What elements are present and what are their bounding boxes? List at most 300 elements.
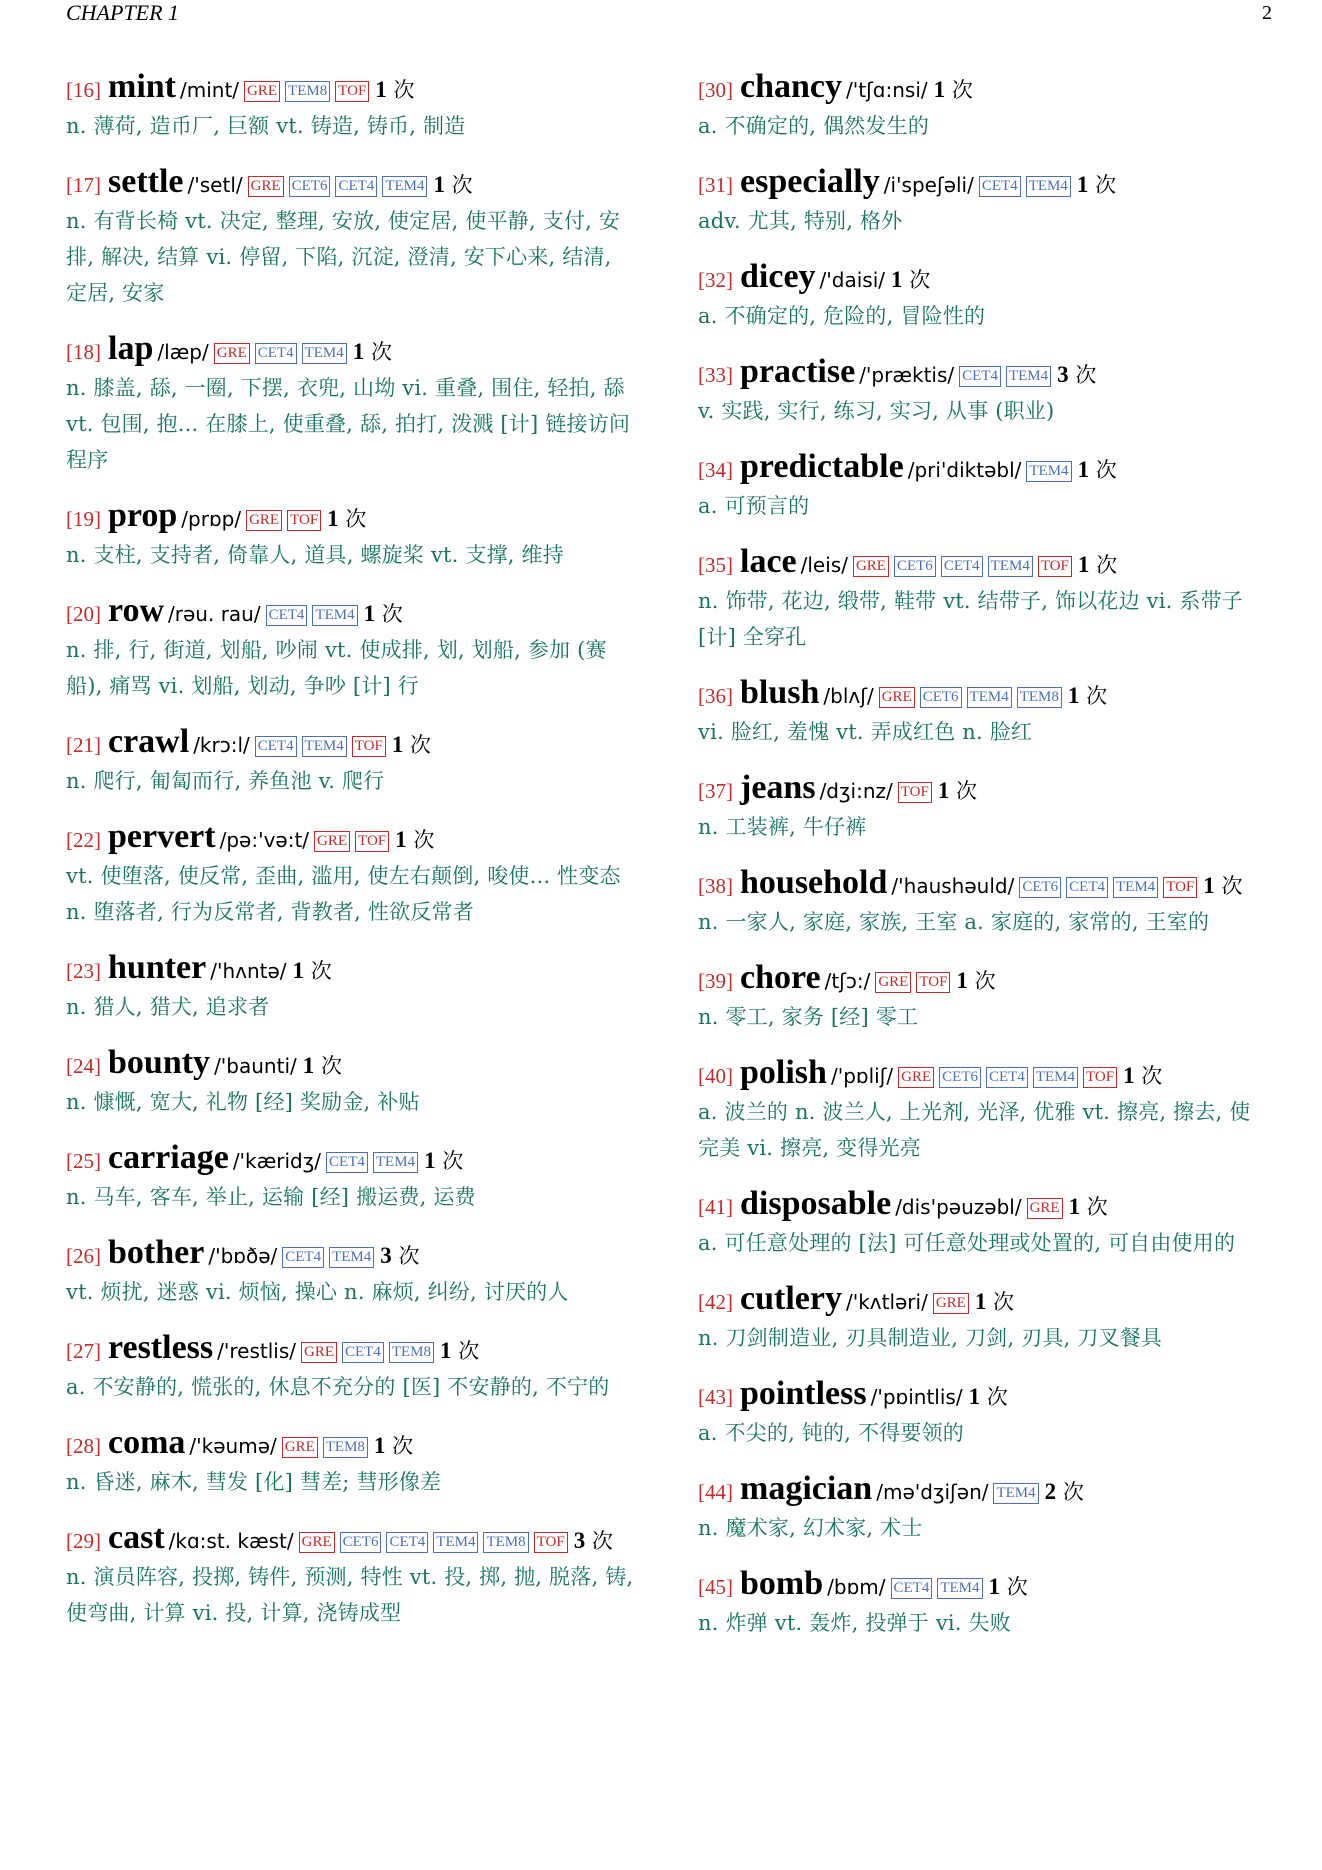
headword: jeans — [740, 769, 816, 806]
exam-tag: TOF — [335, 81, 369, 102]
vocab-entry — [698, 1056, 1268, 1166]
exam-tag: TOF — [898, 782, 932, 803]
entry-headline — [66, 951, 636, 989]
vocab-entry — [698, 1377, 1268, 1451]
count-unit: 次 — [392, 1434, 414, 1458]
occurrence-count — [380, 1244, 419, 1268]
entry-index: [29] — [66, 1529, 101, 1553]
count-unit: 次 — [413, 828, 435, 852]
definition: n. 支柱, 支持者, 倚靠人, 道具, 螺旋桨 vt. 支撑, 维持 — [66, 543, 564, 567]
phonetic: /mint/ — [180, 78, 240, 102]
exam-tag: TEM4 — [1026, 461, 1071, 482]
vocab-entry — [698, 1282, 1268, 1356]
occurrence-count — [1069, 1195, 1108, 1219]
definition: n. 慷慨, 宽大, 礼物 [经] 奖励金, 补贴 — [66, 1090, 420, 1114]
headword: chore — [740, 959, 821, 996]
phonetic: /prɒp/ — [181, 507, 242, 531]
exam-tag: GRE — [933, 1293, 969, 1314]
definition: n. 膝盖, 舔, 一圈, 下摆, 衣兜, 山坳 vi. 重叠, 围住, 轻拍, 舔 vt. 包围, 抱... 在膝上, 使重叠, 舔, 拍打, 泼溅 [计] 链接访问程序 — [66, 376, 631, 472]
count-unit: 次 — [909, 268, 931, 292]
count-unit: 次 — [345, 507, 367, 531]
occurrence-count — [353, 340, 392, 364]
occurrence-count — [1057, 363, 1096, 387]
exam-tag: TEM4 — [312, 605, 357, 626]
exam-tag: TEM4 — [1006, 366, 1051, 387]
definition: vt. 烦扰, 迷惑 vi. 烦恼, 操心 n. 麻烦, 纠纷, 讨厌的人 — [66, 1280, 569, 1304]
phonetic: /tʃɔ:/ — [824, 969, 871, 993]
exam-tag: TEM4 — [988, 556, 1033, 577]
exam-tag: CET4 — [282, 1247, 324, 1268]
entry-index: [41] — [698, 1195, 733, 1219]
headword: settle — [108, 163, 184, 200]
entry-headline — [698, 70, 1268, 108]
definition: n. 魔术家, 幻术家, 术士 — [698, 1516, 923, 1540]
entry-index: [37] — [698, 779, 733, 803]
entry-headline — [66, 165, 636, 203]
entry-headline — [698, 260, 1268, 298]
headword: crawl — [108, 723, 190, 760]
exam-tag: CET4 — [986, 1067, 1028, 1088]
phonetic: /leis/ — [800, 553, 848, 577]
definition: n. 薄荷, 造币厂, 巨额 vt. 铸造, 铸币, 制造 — [66, 114, 466, 138]
entry-index: [32] — [698, 268, 733, 292]
definition: n. 排, 行, 街道, 划船, 吵闹 vt. 使成排, 划, 划船, 参加 (赛船), 痛骂 vi. 划船, 划动, 争吵 [计] 行 — [66, 638, 607, 698]
exam-tag: GRE — [314, 831, 350, 852]
definition: n. 马车, 客车, 举止, 运输 [经] 搬运费, 运费 — [66, 1185, 476, 1209]
exam-tag: TEM4 — [937, 1578, 982, 1599]
exam-tag: TEM4 — [993, 1483, 1038, 1504]
exam-tag: GRE — [244, 81, 280, 102]
phonetic: /dʒi:nz/ — [819, 779, 893, 803]
count-number: 1 — [1068, 1194, 1081, 1219]
count-unit: 次 — [410, 733, 432, 757]
entry-index: [35] — [698, 553, 733, 577]
count-number: 1 — [391, 732, 404, 757]
exam-tag: CET4 — [386, 1532, 428, 1553]
count-number: 1 — [433, 172, 445, 197]
count-number: 1 — [1077, 457, 1090, 482]
entry-index: [34] — [698, 458, 733, 482]
definition: a. 波兰的 n. 波兰人, 上光剂, 光泽, 优雅 vt. 擦亮, 擦去, 使完美 vi. 擦亮, 变得光亮 — [698, 1100, 1251, 1160]
exam-tag: TOF — [1038, 556, 1072, 577]
occurrence-count — [934, 78, 973, 102]
count-number: 1 — [327, 506, 339, 531]
occurrence-count — [374, 1434, 413, 1458]
exam-tag: CET4 — [255, 343, 297, 364]
count-unit: 次 — [951, 78, 973, 102]
count-unit: 次 — [393, 78, 415, 102]
exam-tag: CET4 — [941, 556, 983, 577]
headword: especially — [740, 163, 880, 200]
headword: hunter — [108, 949, 207, 986]
vocab-entry — [66, 1331, 636, 1405]
count-unit: 次 — [1075, 363, 1097, 387]
exam-tag: CET4 — [335, 176, 377, 197]
entry-headline — [66, 1521, 636, 1559]
exam-tag: GRE — [282, 1437, 318, 1458]
entry-index: [40] — [698, 1064, 733, 1088]
exam-tag: TOF — [1163, 877, 1197, 898]
headword: restless — [108, 1329, 214, 1366]
exam-tag: TEM4 — [329, 1247, 374, 1268]
occurrence-count — [989, 1575, 1028, 1599]
exam-tag: TEM4 — [302, 736, 347, 757]
entry-index: [16] — [66, 78, 101, 102]
vocab-entry — [66, 499, 636, 573]
exam-tag: CET4 — [326, 1152, 368, 1173]
phonetic: /bɒm/ — [827, 1575, 886, 1599]
count-unit: 次 — [1141, 1064, 1163, 1088]
headword: practise — [740, 353, 856, 390]
count-number: 3 — [573, 1528, 586, 1553]
exam-tag: TOF — [1083, 1067, 1117, 1088]
count-number: 1 — [1123, 1063, 1135, 1088]
phonetic: /'daisi/ — [819, 268, 886, 292]
definition: n. 工装裤, 牛仔裤 — [698, 815, 867, 839]
exam-tag: TOF — [355, 831, 389, 852]
vocab-entry — [698, 1187, 1268, 1261]
count-number: 1 — [968, 1384, 981, 1409]
vocab-entry — [698, 260, 1268, 334]
exam-tag: CET6 — [920, 687, 962, 708]
count-number: 1 — [891, 267, 903, 292]
entry-headline — [698, 1187, 1268, 1225]
count-number: 1 — [302, 1053, 315, 1078]
occurrence-count — [433, 173, 472, 197]
phonetic: /i'speʃəli/ — [883, 173, 974, 197]
count-unit: 次 — [370, 340, 392, 364]
vocab-entry — [698, 1567, 1268, 1641]
count-unit: 次 — [986, 1385, 1008, 1409]
page-number: 2 — [1262, 2, 1272, 24]
vocab-entry — [66, 1426, 636, 1500]
count-number: 1 — [375, 77, 387, 102]
entry-index: [30] — [698, 78, 733, 102]
exam-tag: CET6 — [1019, 877, 1061, 898]
definition: a. 可任意处理的 [法] 可任意处理或处置的, 可自由使用的 — [698, 1231, 1236, 1255]
entry-headline — [698, 771, 1268, 809]
definition: n. 饰带, 花边, 缎带, 鞋带 vt. 结带子, 饰以花边 vi. 系带子 [计] 全穿孔 — [698, 589, 1244, 649]
entry-headline — [698, 450, 1268, 488]
count-number: 1 — [988, 1574, 1001, 1599]
exam-tag: GRE — [246, 510, 282, 531]
entry-headline — [66, 594, 636, 632]
count-unit: 次 — [956, 779, 978, 803]
occurrence-count — [440, 1339, 479, 1363]
exam-tag: TEM4 — [373, 1152, 418, 1173]
headword: disposable — [740, 1185, 892, 1222]
exam-tag: GRE — [875, 972, 911, 993]
entry-headline — [698, 1056, 1268, 1094]
headword: chancy — [740, 68, 842, 105]
phonetic: /'præktis/ — [859, 363, 955, 387]
count-number: 1 — [1076, 172, 1089, 197]
count-unit: 次 — [974, 969, 996, 993]
exam-tag: CET4 — [342, 1342, 384, 1363]
exam-tag: CET4 — [255, 736, 297, 757]
entry-index: [22] — [66, 828, 101, 852]
phonetic: /mə'dʒiʃən/ — [876, 1480, 989, 1504]
occurrence-count — [364, 602, 403, 626]
count-number: 1 — [933, 77, 946, 102]
headword: polish — [740, 1054, 827, 1091]
definition: n. 有背长椅 vt. 决定, 整理, 安放, 使定居, 使平静, 支付, 安排, 解决, 结算 vi. 停留, 下陷, 沉淀, 澄清, 安下心来, 结清, 定居, 安家 — [66, 209, 621, 305]
definition: v. 实践, 实行, 练习, 实习, 从事 (职业) — [698, 399, 1055, 423]
occurrence-count — [327, 507, 366, 531]
vocab-entry — [66, 165, 636, 311]
count-unit: 次 — [310, 959, 332, 983]
left-column — [66, 70, 636, 1652]
definition: n. 一家人, 家庭, 家族, 王室 a. 家庭的, 家常的, 王室的 — [698, 910, 1210, 934]
entry-headline — [66, 1141, 636, 1179]
entry-headline — [698, 1377, 1268, 1415]
entry-index: [45] — [698, 1575, 733, 1599]
chapter-title: CHAPTER 1 — [66, 0, 180, 25]
entry-index: [39] — [698, 969, 733, 993]
headword: blush — [740, 674, 820, 711]
phonetic: /læp/ — [157, 340, 209, 364]
vocab-entry — [698, 450, 1268, 524]
headword: lap — [108, 330, 154, 367]
occurrence-count — [956, 969, 995, 993]
exam-tag: CET6 — [340, 1532, 382, 1553]
headword: pointless — [740, 1375, 867, 1412]
count-unit: 次 — [1006, 1575, 1028, 1599]
vocab-entry — [698, 866, 1268, 940]
headword: bother — [108, 1234, 205, 1271]
definition: a. 可预言的 — [698, 494, 810, 518]
phonetic: /'tʃɑ:nsi/ — [846, 78, 928, 102]
phonetic: /'bɒðə/ — [208, 1244, 278, 1268]
exam-tag: TEM8 — [389, 1342, 434, 1363]
headword: dicey — [740, 258, 816, 295]
entry-index: [43] — [698, 1385, 733, 1409]
occurrence-count — [1077, 173, 1116, 197]
exam-tag: CET4 — [266, 605, 308, 626]
headword: predictable — [740, 448, 904, 485]
definition: a. 不确定的, 危险的, 冒险性的 — [698, 304, 986, 328]
definition: a. 不安静的, 慌张的, 休息不充分的 [医] 不安静的, 不宁的 — [66, 1375, 610, 1399]
exam-tag: CET4 — [891, 1578, 933, 1599]
exam-tag: CET6 — [894, 556, 936, 577]
exam-tag: TEM8 — [1017, 687, 1062, 708]
entry-index: [28] — [66, 1434, 101, 1458]
count-unit: 次 — [398, 1244, 420, 1268]
occurrence-count — [969, 1385, 1008, 1409]
occurrence-count — [938, 779, 977, 803]
vocab-entry — [698, 1472, 1268, 1546]
phonetic: /'pɒliʃ/ — [830, 1064, 894, 1088]
vocab-entry — [66, 1521, 636, 1631]
entry-index: [20] — [66, 602, 101, 626]
exam-tag: TEM4 — [1113, 877, 1158, 898]
count-number: 1 — [424, 1148, 436, 1173]
exam-tag: TEM4 — [1026, 176, 1071, 197]
count-number: 3 — [380, 1243, 392, 1268]
vocab-entry — [698, 771, 1268, 845]
entry-headline — [66, 1236, 636, 1274]
exam-tag: GRE — [214, 343, 250, 364]
count-unit: 次 — [1086, 684, 1108, 708]
count-number: 1 — [395, 827, 407, 852]
phonetic: /'haushəuld/ — [891, 874, 1015, 898]
definition: a. 不确定的, 偶然发生的 — [698, 114, 930, 138]
count-number: 1 — [974, 1289, 987, 1314]
count-number: 1 — [1067, 683, 1080, 708]
phonetic: /'restlis/ — [217, 1339, 296, 1363]
definition: n. 演员阵容, 投掷, 铸件, 预测, 特性 vt. 投, 掷, 抛, 脱落, 铸, 使弯曲, 计算 vi. 投, 计算, 浇铸成型 — [66, 1565, 634, 1625]
vocab-entry — [66, 951, 636, 1025]
occurrence-count — [1068, 684, 1107, 708]
exam-tag: TEM4 — [302, 343, 347, 364]
exam-tag: TOF — [287, 510, 321, 531]
entry-index: [25] — [66, 1149, 101, 1173]
headword: cutlery — [740, 1280, 842, 1317]
entry-index: [31] — [698, 173, 733, 197]
exam-tag: CET6 — [289, 176, 331, 197]
exam-tag: TOF — [534, 1532, 568, 1553]
count-unit: 次 — [1095, 173, 1117, 197]
occurrence-count — [1078, 458, 1117, 482]
entry-index: [19] — [66, 507, 101, 531]
phonetic: /pri'diktəbl/ — [907, 458, 1022, 482]
exam-tag: GRE — [248, 176, 284, 197]
vocab-entry — [698, 961, 1268, 1035]
exam-tag: TOF — [916, 972, 950, 993]
headword: coma — [108, 1424, 186, 1461]
exam-tag: CET4 — [1066, 877, 1108, 898]
occurrence-count — [1045, 1480, 1084, 1504]
entry-index: [38] — [698, 874, 733, 898]
exam-tag: TEM8 — [483, 1532, 528, 1553]
count-number: 1 — [956, 968, 968, 993]
occurrence-count — [375, 78, 414, 102]
occurrence-count — [975, 1290, 1014, 1314]
definition: n. 昏迷, 麻木, 彗发 [化] 彗差; 彗形像差 — [66, 1470, 442, 1494]
entry-headline — [698, 545, 1268, 583]
vocab-entry — [66, 820, 636, 930]
entry-index: [42] — [698, 1290, 733, 1314]
phonetic: /rəu. rau/ — [168, 602, 261, 626]
exam-tag: CET4 — [979, 176, 1021, 197]
page-header — [66, 0, 1272, 30]
definition: adv. 尤其, 特别, 格外 — [698, 209, 903, 233]
vocab-entry — [66, 70, 636, 144]
count-number: 1 — [1077, 552, 1090, 577]
count-number: 1 — [373, 1433, 386, 1458]
entry-headline — [66, 1426, 636, 1464]
count-unit: 次 — [1095, 458, 1117, 482]
entry-headline — [698, 866, 1268, 904]
entry-headline — [698, 961, 1268, 999]
entry-headline — [66, 1046, 636, 1084]
headword: bounty — [108, 1044, 211, 1081]
entry-headline — [66, 70, 636, 108]
exam-tag: GRE — [879, 687, 915, 708]
definition: n. 零工, 家务 [经] 零工 — [698, 1005, 919, 1029]
phonetic: /'kæridʒ/ — [232, 1149, 322, 1173]
count-unit: 次 — [1221, 874, 1243, 898]
vocab-entry — [66, 594, 636, 704]
count-number: 1 — [363, 601, 376, 626]
phonetic: /pə:'və:t/ — [219, 828, 310, 852]
count-number: 3 — [1057, 362, 1069, 387]
entry-index: [18] — [66, 340, 101, 364]
vocab-entry — [66, 725, 636, 799]
vocab-entry — [698, 355, 1268, 429]
phonetic: /krɔ:l/ — [193, 733, 250, 757]
vocab-entry — [66, 1141, 636, 1215]
exam-tag: TOF — [352, 736, 386, 757]
vocab-entry — [698, 676, 1268, 750]
headword: pervert — [108, 818, 216, 855]
entry-headline — [698, 1282, 1268, 1320]
exam-tag: TEM8 — [285, 81, 330, 102]
definition: n. 爬行, 匍匐而行, 养鱼池 v. 爬行 — [66, 769, 385, 793]
phonetic: /blʌʃ/ — [823, 684, 874, 708]
headword: row — [108, 592, 165, 629]
exam-tag: CET4 — [959, 366, 1001, 387]
count-unit: 次 — [993, 1290, 1015, 1314]
headword: cast — [108, 1519, 165, 1556]
entry-headline — [698, 676, 1268, 714]
count-unit: 次 — [381, 602, 403, 626]
definition: n. 炸弹 vt. 轰炸, 投弹于 vi. 失败 — [698, 1611, 1011, 1635]
entry-headline — [66, 1331, 636, 1369]
definition: n. 猎人, 猎犬, 追求者 — [66, 995, 270, 1019]
occurrence-count — [1123, 1064, 1162, 1088]
occurrence-count — [303, 1054, 342, 1078]
entry-index: [23] — [66, 959, 101, 983]
entry-index: [26] — [66, 1244, 101, 1268]
entry-index: [44] — [698, 1480, 733, 1504]
count-number: 1 — [352, 339, 365, 364]
count-number: 1 — [292, 958, 305, 983]
definition: vi. 脸红, 羞愧 vt. 弄成红色 n. 脸红 — [698, 720, 1033, 744]
occurrence-count — [1203, 874, 1242, 898]
occurrence-count — [891, 268, 930, 292]
entry-index: [24] — [66, 1054, 101, 1078]
count-unit: 次 — [591, 1529, 613, 1553]
exam-tag: TEM4 — [1033, 1067, 1078, 1088]
phonetic: /dis'pəuzəbl/ — [895, 1195, 1022, 1219]
entry-headline — [698, 165, 1268, 203]
headword: bomb — [740, 1565, 824, 1602]
count-unit: 次 — [442, 1149, 464, 1173]
count-unit: 次 — [1062, 1480, 1084, 1504]
count-unit: 次 — [451, 173, 473, 197]
entry-index: [36] — [698, 684, 733, 708]
vocab-entry — [698, 545, 1268, 655]
exam-tag: GRE — [301, 1342, 337, 1363]
exam-tag: CET6 — [939, 1067, 981, 1088]
occurrence-count — [1078, 553, 1117, 577]
count-unit: 次 — [320, 1054, 342, 1078]
vocab-entry — [698, 70, 1268, 144]
vocab-entry — [66, 1046, 636, 1120]
entry-index: [17] — [66, 173, 101, 197]
exam-tag: GRE — [299, 1532, 335, 1553]
count-unit: 次 — [458, 1339, 480, 1363]
vocab-entry — [66, 1236, 636, 1310]
phonetic: /'setl/ — [187, 173, 243, 197]
headword: carriage — [108, 1139, 229, 1176]
headword: household — [740, 864, 888, 901]
entry-index: [27] — [66, 1339, 101, 1363]
exam-tag: GRE — [898, 1067, 934, 1088]
definition: n. 刀剑制造业, 刃具制造业, 刀剑, 刃具, 刀叉餐具 — [698, 1326, 1163, 1350]
headword: magician — [740, 1470, 873, 1507]
